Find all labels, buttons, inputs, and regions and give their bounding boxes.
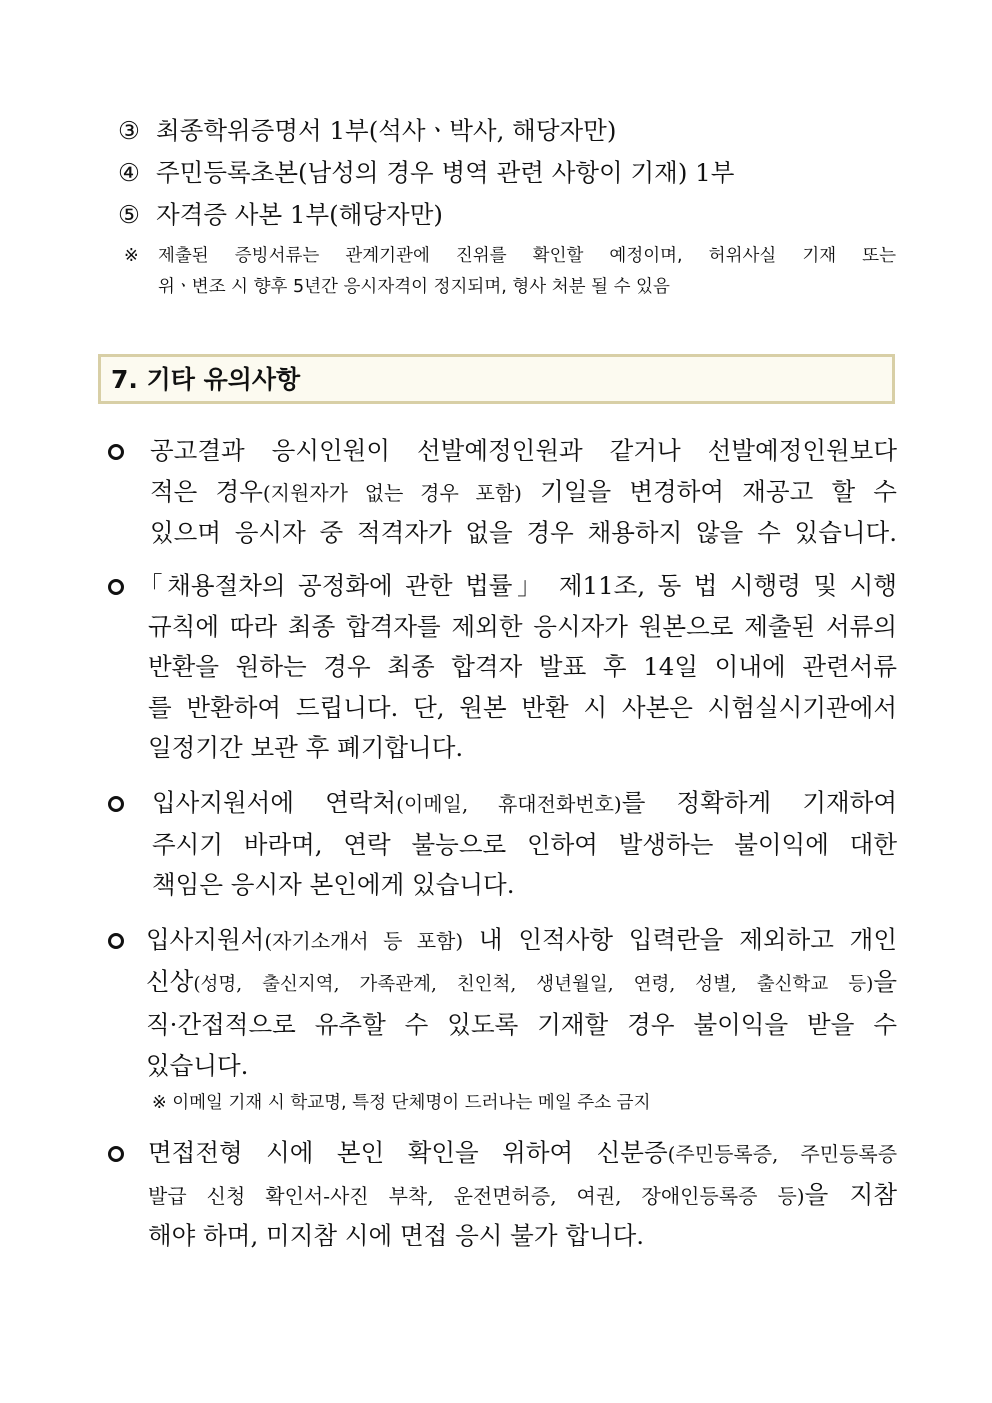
document-item: [118, 152, 898, 193]
bullet-icon: [108, 579, 124, 595]
item-number: ⑤: [118, 200, 140, 229]
notice-line: 입사지원서에 연락처(이메일, 휴대전화번호)를 정확하게 기재하여: [152, 788, 898, 817]
notice-line: 있으며 응시자 중 적격자가 없을 경우 채용하지 않을 수 있습니다.: [150, 518, 897, 547]
bullet-icon: [108, 1146, 124, 1162]
notice-line: 해야 하며, 미지참 시에 면접 응시 불가 합니다.: [148, 1221, 645, 1250]
section-title: 7. 기타 유의사항: [111, 365, 301, 394]
notice-line: 일정기간 보관 후 폐기합니다.: [148, 733, 464, 762]
item-number: ③: [118, 116, 140, 145]
notice-line: 책임은 응시자 본인에게 있습니다.: [152, 870, 515, 899]
item-number: ④: [118, 158, 140, 187]
notice-line: 면접전형 시에 본인 확인을 위하여 신분증(주민등록증, 주민등록증: [148, 1138, 898, 1167]
notice-line: 를 반환하여 드립니다. 단, 원본 반환 시 사본은 시험실시기관에서: [148, 692, 897, 722]
notice-item: [104, 431, 897, 554]
item-text: 자격증 사본 1부(해당자만): [156, 200, 443, 229]
bullet-icon: [108, 796, 124, 812]
notice-item: [104, 920, 897, 1086]
email-note: ※ 이메일 기재 시 학교명, 특정 단체명이 드러나는 메일 주소 금지: [152, 1093, 651, 1113]
note-line: 제출된 증빙서류는 관계기관에 진위를 확인할 예정이며, 허위사실 기재 또는: [158, 246, 896, 266]
bullet-icon: [108, 933, 124, 949]
notice-line: 입사지원서(자기소개서 등 포함) 내 인적사항 입력란을 제외하고 개인: [146, 925, 897, 954]
notice-line: 「채용절차의 공정화에 관한 법률」 제11조, 동 법 시행령 및 시행: [138, 571, 897, 600]
document-item: [118, 110, 898, 151]
notice-item: [104, 1133, 897, 1257]
item-text: 최종학위증명서 1부(석사ㆍ박사, 해당자만): [156, 116, 617, 145]
section-header: [98, 354, 895, 404]
note-mark: ※: [124, 246, 139, 266]
notice-line: 직·간접적으로 유추할 수 있도록 기재할 경우 불이익을 받을 수: [146, 1010, 897, 1039]
notice-line: 발급 신청 확인서-사진 부착, 운전면허증, 여권, 장애인등록증 등)을 지참: [148, 1179, 897, 1209]
notice-line: 신상(성명, 출신지역, 가족관계, 친인척, 생년월일, 연령, 성별, 출신학교 등)을: [146, 966, 897, 996]
notice-line: 공고결과 응시인원이 선발예정인원과 같거나 선발예정인원보다: [150, 436, 897, 465]
notice-line: 있습니다.: [146, 1050, 249, 1080]
note-line: 위ㆍ변조 시 향후 5년간 응시자격이 정지되며, 형사 처분 될 수 있음: [158, 277, 670, 297]
document-item: [118, 194, 898, 235]
notice-item: [104, 783, 897, 906]
notice-line: 반환을 원하는 경우 최종 합격자 발표 후 14일 이내에 관련서류: [148, 652, 897, 681]
item-text: 주민등록초본(남성의 경우 병역 관련 사항이 기재) 1부: [156, 158, 735, 187]
documents-note: [124, 241, 896, 303]
bullet-icon: [108, 444, 124, 460]
notice-line: 주시기 바라며, 연락 불능으로 인하여 발생하는 불이익에 대한: [152, 829, 897, 859]
notice-line: 적은 경우(지원자가 없는 경우 포함) 기일을 변경하여 재공고 할 수: [150, 476, 897, 506]
notice-item: [104, 566, 897, 769]
notice-line: 규칙에 따라 최종 합격자를 제외한 응시자가 원본으로 제출된 서류의: [148, 611, 897, 641]
